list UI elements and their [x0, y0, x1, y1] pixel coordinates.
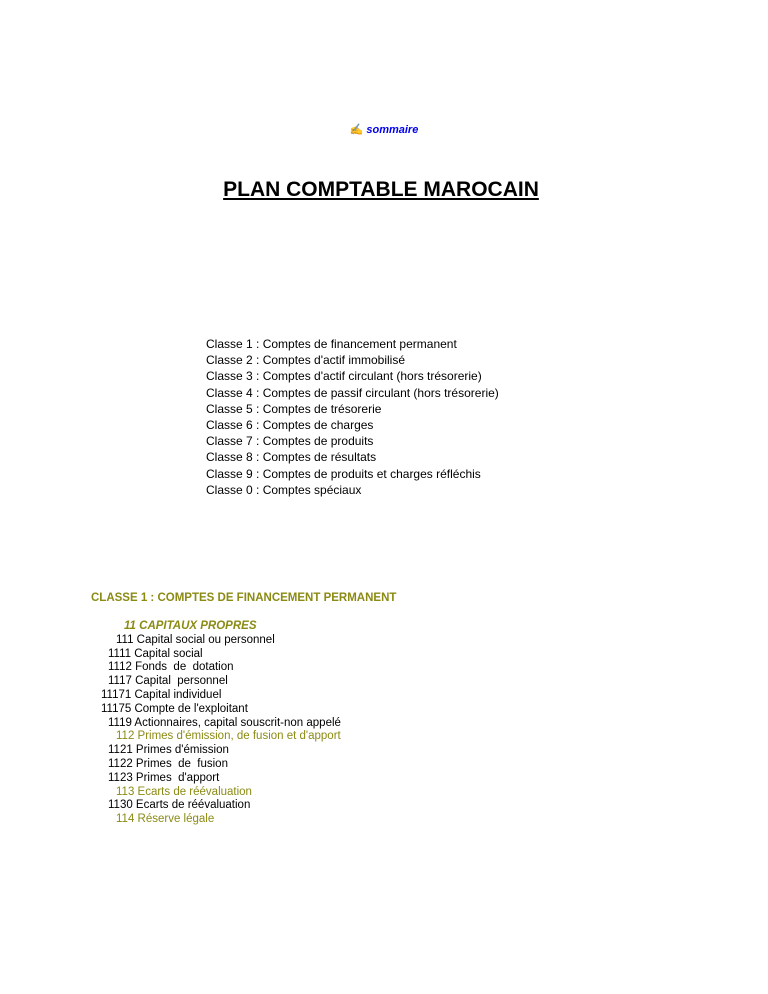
class-item: Classe 3 : Comptes d'actif circulant (hors trésorerie): [206, 369, 482, 384]
account-group: 112 Primes d'émission, de fusion et d'apport: [116, 730, 341, 743]
sommaire-link[interactable]: [0, 123, 768, 136]
accounts-list: [0, 620, 768, 827]
account-item: 111 Capital social ou personnel: [116, 633, 275, 646]
account-item: 1111 Capital social: [108, 647, 203, 660]
class-item: Classe 9 : Comptes de produits et charges réfléchis: [206, 466, 481, 481]
account-item: 1117 Capital personnel: [108, 675, 228, 688]
account-group: 113 Ecarts de réévaluation: [116, 785, 252, 798]
account-item: 11171 Capital individuel: [101, 688, 222, 701]
page-title: PLAN COMPTABLE MAROCAIN: [223, 178, 539, 201]
account-group: 114 Réserve légale: [116, 813, 215, 826]
account-item: 1122 Primes de fusion: [108, 757, 228, 770]
subsection-heading: 11 CAPITAUX PROPRES: [124, 620, 257, 632]
account-item: 1123 Primes d'apport: [108, 771, 220, 784]
account-item: 1130 Ecarts de réévaluation: [108, 799, 251, 812]
account-item: 11175 Compte de l'exploitant: [101, 702, 248, 715]
account-item: 1119 Actionnaires, capital souscrit-non appelé: [108, 716, 341, 729]
class-item: Classe 4 : Comptes de passif circulant (hors trésorerie): [206, 385, 499, 400]
account-item: 1112 Fonds de dotation: [108, 661, 234, 674]
class-item: Classe 8 : Comptes de résultats: [206, 450, 377, 465]
class-item: Classe 7 : Comptes de produits: [206, 434, 374, 449]
class-item: Classe 5 : Comptes de trésorerie: [206, 401, 382, 416]
classes-list: [206, 336, 499, 498]
section-title: CLASSE 1 : COMPTES DE FINANCEMENT PERMANENT: [91, 592, 397, 604]
account-item: 1121 Primes d'émission: [108, 744, 229, 757]
class-item: Classe 1 : Comptes de financement permanent: [206, 337, 457, 351]
sommaire-label[interactable]: sommaire: [366, 124, 419, 136]
class-item: Classe 0 : Comptes spéciaux: [206, 482, 362, 497]
pen-icon: ✍: [349, 124, 364, 136]
class-item: Classe 6 : Comptes de charges: [206, 418, 374, 433]
class-item: Classe 2 : Comptes d'actif immobilisé: [206, 353, 406, 368]
